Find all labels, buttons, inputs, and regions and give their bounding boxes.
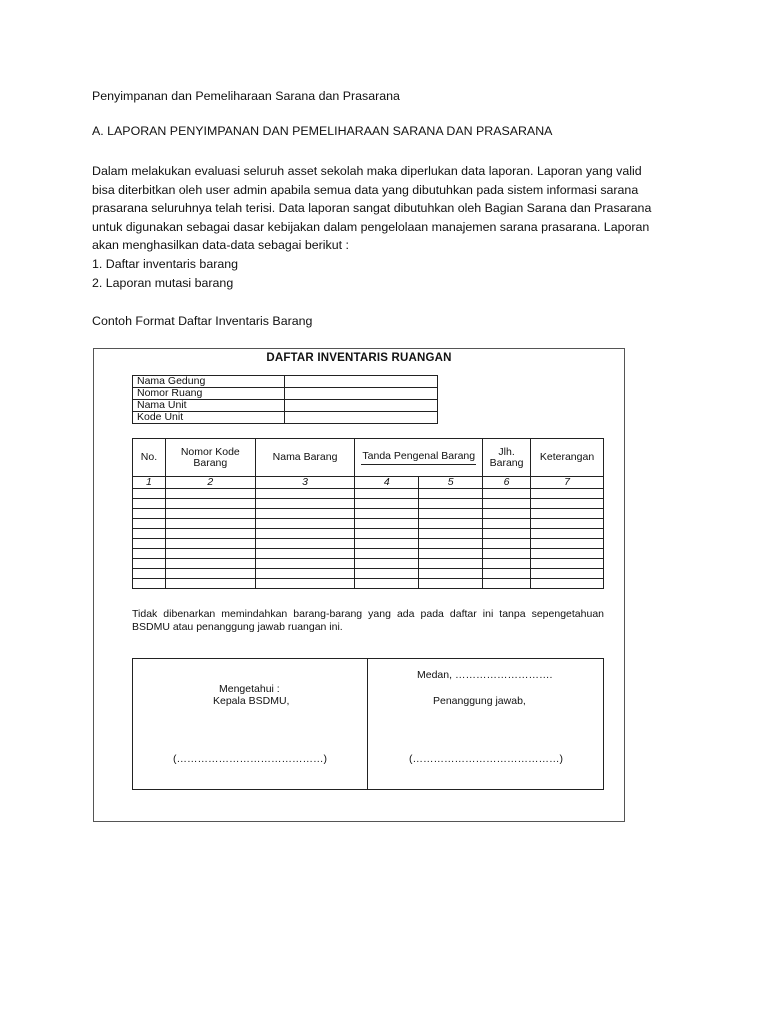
- col-number: 6: [483, 477, 531, 489]
- paragraph-line: bisa diterbitkan oleh user admin apabila semua data yang dibutuhkan pada sistem informasi sarana: [92, 183, 639, 197]
- col-number: 3: [255, 477, 355, 489]
- paragraph-line: akan menghasilkan data-data sebagai berikut :: [92, 238, 349, 252]
- table-row: [133, 509, 604, 519]
- info-value: [285, 376, 438, 388]
- sign-right-place-date: Medan, ……………………….: [417, 669, 553, 681]
- info-label: Nama Unit: [133, 400, 285, 412]
- paragraph-line: untuk digunakan sebagai dasar kebijakan dalam pengelolaan manajemen sarana prasarana. Laporan: [92, 220, 650, 234]
- sign-left-line2: Kepala BSDMU,: [213, 695, 290, 707]
- form-title: DAFTAR INVENTARIS RUANGAN: [266, 352, 452, 364]
- table-row: [133, 519, 604, 529]
- col-number: 4: [355, 477, 419, 489]
- col-number: 7: [531, 477, 604, 489]
- list-item: 1. Daftar inventaris barang: [92, 257, 239, 271]
- table-row: [133, 489, 604, 499]
- page-title: Penyimpanan dan Pemeliharaan Sarana dan Prasarana: [92, 89, 400, 103]
- col-header-tanda-label: Tanda Pengenal Barang: [361, 451, 476, 465]
- col-header-no: No.: [133, 439, 166, 477]
- col-number: 2: [165, 477, 255, 489]
- col-header-tanda: [355, 439, 483, 477]
- paragraph-line: prasarana seluruhnya telah terisi. Data laporan sangat dibutuhkan oleh Bagian Sarana dan Prasarana: [92, 201, 652, 215]
- sign-right-line1: Penanggung jawab,: [433, 695, 526, 707]
- col-header-kode: Nomor Kode Barang: [165, 439, 255, 477]
- section-heading: A. LAPORAN PENYIMPANAN DAN PEMELIHARAAN SARANA DAN PRASARANA: [92, 124, 553, 138]
- sign-right-placeholder: (……………………………………): [409, 753, 563, 765]
- table-row: [133, 559, 604, 569]
- table-row: [133, 579, 604, 589]
- info-label: Nama Gedung: [133, 376, 285, 388]
- col-header-nama: Nama Barang: [255, 439, 355, 477]
- info-value: [285, 388, 438, 400]
- sign-left-line1: Mengetahui :: [219, 683, 280, 695]
- table-row: [133, 569, 604, 579]
- col-header-jumlah: Jlh. Barang: [483, 439, 531, 477]
- col-number: 1: [133, 477, 166, 489]
- list-item: 2. Laporan mutasi barang: [92, 276, 234, 290]
- info-table: [132, 375, 438, 424]
- form-note: Tidak dibenarkan memindahkan barang-barang yang ada pada daftar ini tanpa sepengetahuan BSDMU atau penanggung jawab ruangan ini.: [132, 608, 604, 633]
- col-header-keterangan: Keterangan: [531, 439, 604, 477]
- info-value: [285, 412, 438, 424]
- table-row: [133, 549, 604, 559]
- signature-box: [132, 658, 604, 790]
- col-number: 5: [419, 477, 483, 489]
- info-value: [285, 400, 438, 412]
- signature-divider: [367, 659, 368, 789]
- inventory-table: [132, 438, 604, 589]
- example-caption: Contoh Format Daftar Inventaris Barang: [92, 314, 313, 328]
- info-label: Nomor Ruang: [133, 388, 285, 400]
- paragraph-line: Dalam melakukan evaluasi seluruh asset sekolah maka diperlukan data laporan. Laporan yang valid: [92, 164, 642, 178]
- info-label: Kode Unit: [133, 412, 285, 424]
- table-row: [133, 529, 604, 539]
- table-row: [133, 499, 604, 509]
- table-row: [133, 539, 604, 549]
- inventory-form-image: [93, 348, 625, 822]
- sign-left-placeholder: (……………………………………): [173, 753, 327, 765]
